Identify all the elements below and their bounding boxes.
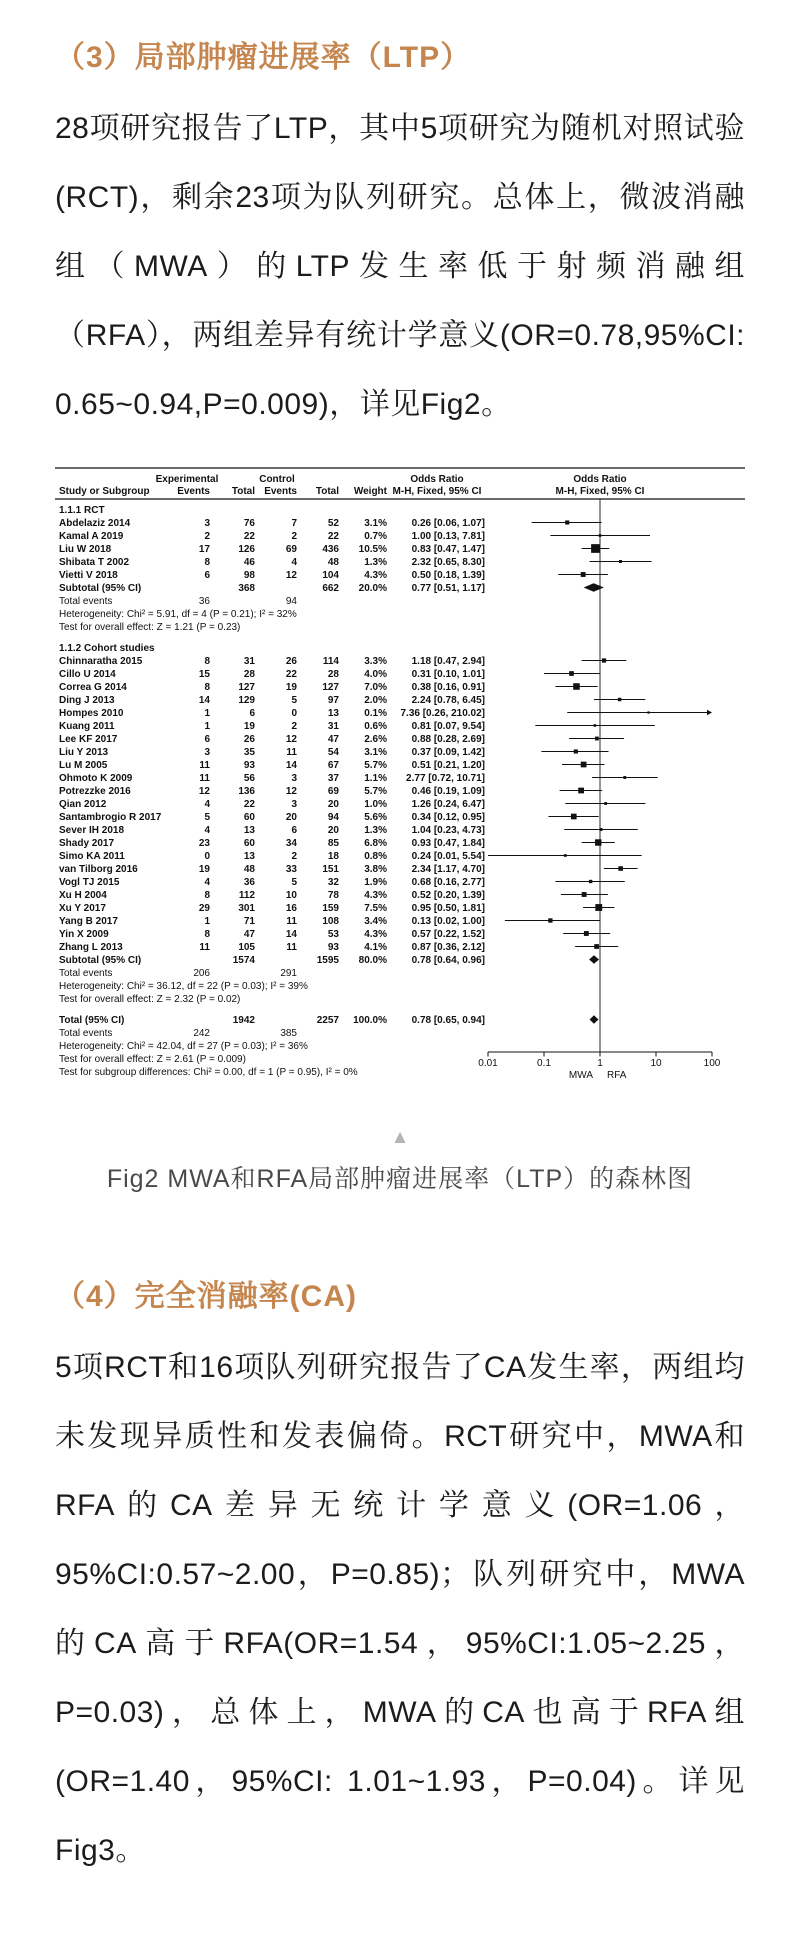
svg-text:17: 17 [198, 544, 210, 555]
svg-text:56: 56 [243, 773, 255, 784]
svg-text:12: 12 [285, 570, 297, 581]
svg-text:11: 11 [286, 916, 297, 927]
svg-text:14: 14 [198, 695, 210, 706]
svg-text:Events: Events [264, 486, 297, 497]
svg-text:Lu M 2005: Lu M 2005 [59, 760, 108, 771]
svg-text:Events: Events [177, 486, 210, 497]
svg-text:78: 78 [327, 890, 339, 901]
svg-text:13: 13 [243, 825, 255, 836]
svg-text:Shibata T 2002: Shibata T 2002 [59, 557, 130, 568]
svg-text:3: 3 [204, 747, 210, 758]
svg-text:0.13 [0.02, 1.00]: 0.13 [0.02, 1.00] [411, 916, 485, 927]
svg-text:3.1%: 3.1% [364, 747, 387, 758]
svg-text:46: 46 [243, 557, 255, 568]
svg-text:1.1.2 Cohort studies: 1.1.2 Cohort studies [59, 643, 155, 654]
svg-text:1: 1 [597, 1058, 603, 1069]
svg-text:13: 13 [243, 851, 255, 862]
svg-text:1.00 [0.13, 7.81]: 1.00 [0.13, 7.81] [411, 531, 485, 542]
svg-text:10: 10 [650, 1058, 662, 1069]
svg-text:0.57 [0.22, 1.52]: 0.57 [0.22, 1.52] [411, 929, 485, 940]
svg-text:Control: Control [259, 474, 295, 485]
svg-text:0: 0 [204, 851, 210, 862]
svg-text:1.3%: 1.3% [364, 557, 387, 568]
svg-text:Heterogeneity: Chi² = 42.04, d: Heterogeneity: Chi² = 42.04, df = 27 (P = 0.03); I² = 36% [59, 1041, 308, 1052]
svg-text:M-H, Fixed, 95% CI: M-H, Fixed, 95% CI [555, 486, 645, 497]
svg-text:Simo KA 2011: Simo KA 2011 [59, 851, 125, 862]
svg-text:112: 112 [238, 890, 255, 901]
svg-text:20.0%: 20.0% [358, 583, 387, 594]
svg-text:4: 4 [204, 877, 210, 888]
svg-text:2.32 [0.65, 8.30]: 2.32 [0.65, 8.30] [411, 557, 485, 568]
svg-text:4.1%: 4.1% [364, 942, 387, 953]
svg-text:1: 1 [204, 708, 210, 719]
svg-text:4.0%: 4.0% [364, 669, 387, 680]
svg-text:93: 93 [243, 760, 255, 771]
svg-text:Xu H 2004: Xu H 2004 [59, 890, 107, 901]
svg-text:Hompes 2010: Hompes 2010 [59, 708, 124, 719]
svg-text:3.1%: 3.1% [364, 518, 387, 529]
svg-text:0.26 [0.06, 1.07]: 0.26 [0.06, 1.07] [411, 518, 485, 529]
svg-text:10.5%: 10.5% [358, 544, 387, 555]
svg-text:M-H, Fixed, 95% CI: M-H, Fixed, 95% CI [392, 486, 482, 497]
svg-text:4.3%: 4.3% [364, 929, 387, 940]
svg-text:Zhang L 2013: Zhang L 2013 [59, 942, 123, 953]
svg-text:80.0%: 80.0% [358, 955, 387, 966]
svg-text:Heterogeneity: Chi² = 5.91, df: Heterogeneity: Chi² = 5.91, df = 4 (P = 0.21); I² = 32% [59, 609, 297, 620]
svg-text:151: 151 [322, 864, 339, 875]
svg-text:662: 662 [322, 583, 339, 594]
svg-text:22: 22 [327, 531, 339, 542]
collapse-triangle-icon: ▲ [390, 1127, 410, 1148]
svg-text:Heterogeneity: Chi² = 36.12, d: Heterogeneity: Chi² = 36.12, df = 22 (P = 0.03); I² = 39% [59, 981, 308, 992]
svg-text:8: 8 [204, 557, 210, 568]
svg-text:0.34 [0.12, 0.95]: 0.34 [0.12, 0.95] [411, 812, 485, 823]
svg-text:0.31 [0.10, 1.01]: 0.31 [0.10, 1.01] [411, 669, 485, 680]
section-3-paragraph: 28项研究报告了LTP，其中5项研究为随机对照试验(RCT)，剩余23项为队列研究。总体上，微波消融组（MWA）的LTP发生率低于射频消融组（RFA），两组差异有统计学意义(OR=0.78,95%CI: 0.65~0.94,P=0.009)，详见Fig2。 [55, 112, 745, 421]
svg-text:Total events: Total events [59, 1028, 113, 1039]
svg-text:0.68 [0.16, 2.77]: 0.68 [0.16, 2.77] [411, 877, 485, 888]
svg-text:20: 20 [327, 799, 339, 810]
svg-text:4: 4 [204, 799, 210, 810]
svg-text:20: 20 [327, 825, 339, 836]
svg-text:1.1.1 RCT: 1.1.1 RCT [59, 505, 105, 516]
svg-text:11: 11 [286, 942, 297, 953]
svg-text:1942: 1942 [232, 1015, 255, 1026]
svg-text:Odds Ratio: Odds Ratio [410, 474, 464, 485]
svg-text:100.0%: 100.0% [353, 1015, 387, 1026]
svg-text:22: 22 [243, 531, 255, 542]
svg-text:1574: 1574 [232, 955, 255, 966]
svg-text:Vogl TJ 2015: Vogl TJ 2015 [59, 877, 120, 888]
svg-text:94: 94 [285, 596, 297, 607]
svg-text:436: 436 [322, 544, 339, 555]
svg-text:van Tilborg 2016: van Tilborg 2016 [59, 864, 138, 875]
svg-text:5: 5 [204, 812, 210, 823]
svg-text:36: 36 [243, 877, 255, 888]
svg-text:100: 100 [703, 1058, 721, 1069]
svg-text:114: 114 [322, 656, 339, 667]
svg-text:Chinnaratha 2015: Chinnaratha 2015 [59, 656, 143, 667]
svg-text:14: 14 [285, 760, 297, 771]
svg-text:47: 47 [243, 929, 255, 940]
svg-text:Potrezzke 2016: Potrezzke 2016 [59, 786, 131, 797]
svg-text:0.51 [0.21, 1.20]: 0.51 [0.21, 1.20] [411, 760, 485, 771]
svg-text:31: 31 [243, 656, 255, 667]
svg-text:Test for overall effect: Z = 2: Test for overall effect: Z = 2.61 (P = 0.009) [59, 1054, 246, 1065]
svg-text:Subtotal (95% CI): Subtotal (95% CI) [59, 955, 142, 966]
svg-text:Sever IH 2018: Sever IH 2018 [59, 825, 125, 836]
svg-text:Abdelaziz 2014: Abdelaziz 2014 [59, 518, 131, 529]
svg-text:23: 23 [198, 838, 210, 849]
svg-text:1.26 [0.24, 6.47]: 1.26 [0.24, 6.47] [411, 799, 485, 810]
svg-text:26: 26 [243, 734, 255, 745]
section-4-heading: （4）完全消融率(CA) [55, 1280, 357, 1313]
svg-text:97: 97 [327, 695, 339, 706]
svg-text:54: 54 [327, 747, 339, 758]
svg-text:6.8%: 6.8% [364, 838, 387, 849]
svg-text:22: 22 [285, 669, 297, 680]
svg-text:12: 12 [285, 734, 297, 745]
svg-text:127: 127 [238, 682, 255, 693]
svg-text:11: 11 [199, 760, 210, 771]
svg-text:Total: Total [231, 486, 255, 497]
svg-text:37: 37 [327, 773, 339, 784]
svg-text:4.3%: 4.3% [364, 890, 387, 901]
svg-text:Test for overall effect: Z = 2: Test for overall effect: Z = 2.32 (P = 0.02) [59, 994, 241, 1005]
svg-text:Liu W 2018: Liu W 2018 [59, 544, 112, 555]
svg-text:8: 8 [204, 682, 210, 693]
forest-plot-canvas [55, 465, 745, 1087]
svg-text:2: 2 [204, 531, 210, 542]
svg-text:2.34 [1.17, 4.70]: 2.34 [1.17, 4.70] [411, 864, 485, 875]
svg-text:0.87 [0.36, 2.12]: 0.87 [0.36, 2.12] [411, 942, 485, 953]
svg-text:126: 126 [238, 544, 255, 555]
svg-text:18: 18 [327, 851, 339, 862]
svg-text:MWA: MWA [568, 1070, 593, 1081]
svg-text:6: 6 [291, 825, 297, 836]
svg-text:3: 3 [204, 518, 210, 529]
svg-text:52: 52 [327, 518, 339, 529]
svg-text:0.24 [0.01, 5.54]: 0.24 [0.01, 5.54] [411, 851, 485, 862]
svg-text:105: 105 [238, 942, 255, 953]
svg-text:26: 26 [285, 656, 297, 667]
svg-text:2: 2 [291, 721, 297, 732]
svg-text:Kuang 2011: Kuang 2011 [59, 721, 115, 732]
svg-text:7: 7 [291, 518, 297, 529]
svg-text:3: 3 [291, 799, 297, 810]
svg-text:2.0%: 2.0% [364, 695, 387, 706]
svg-text:5: 5 [291, 877, 297, 888]
svg-text:7.36 [0.26, 210.02]: 7.36 [0.26, 210.02] [400, 708, 485, 719]
svg-text:85: 85 [327, 838, 339, 849]
svg-text:12: 12 [285, 786, 297, 797]
svg-text:6: 6 [204, 570, 210, 581]
svg-text:15: 15 [198, 669, 210, 680]
svg-text:12: 12 [198, 786, 210, 797]
svg-text:48: 48 [327, 557, 339, 568]
svg-text:Yang B 2017: Yang B 2017 [59, 916, 118, 927]
svg-text:1.04 [0.23, 4.73]: 1.04 [0.23, 4.73] [411, 825, 485, 836]
svg-text:48: 48 [243, 864, 255, 875]
section-3-heading: （3）局部肿瘤进展率（LTP） [55, 41, 472, 74]
svg-text:0.52 [0.20, 1.39]: 0.52 [0.20, 1.39] [411, 890, 485, 901]
svg-text:Total (95% CI): Total (95% CI) [59, 1015, 125, 1026]
svg-text:Correa G 2014: Correa G 2014 [59, 682, 127, 693]
svg-text:Subtotal (95% CI): Subtotal (95% CI) [59, 583, 142, 594]
svg-text:19: 19 [285, 682, 297, 693]
figure-caption-block [55, 1127, 745, 1197]
svg-text:1.0%: 1.0% [364, 799, 387, 810]
svg-text:Santambrogio R 2017: Santambrogio R 2017 [59, 812, 162, 823]
svg-text:3.4%: 3.4% [364, 916, 387, 927]
svg-text:5.7%: 5.7% [364, 760, 387, 771]
svg-text:2: 2 [291, 531, 297, 542]
svg-text:Kamal A 2019: Kamal A 2019 [59, 531, 124, 542]
svg-text:8: 8 [204, 929, 210, 940]
svg-text:16: 16 [285, 903, 297, 914]
svg-text:242: 242 [193, 1028, 210, 1039]
svg-text:28: 28 [327, 669, 339, 680]
svg-text:71: 71 [243, 916, 255, 927]
svg-text:36: 36 [198, 596, 210, 607]
svg-text:Test for subgroup differences:: Test for subgroup differences: Chi² = 0.00, df = 1 (P = 0.95), I² = 0% [59, 1067, 358, 1078]
svg-text:0.78 [0.64, 0.96]: 0.78 [0.64, 0.96] [411, 955, 485, 966]
svg-text:368: 368 [238, 583, 255, 594]
svg-text:Weight: Weight [353, 486, 387, 497]
svg-text:0.83 [0.47, 1.47]: 0.83 [0.47, 1.47] [411, 544, 485, 555]
svg-text:Test for overall effect: Z = 1: Test for overall effect: Z = 1.21 (P = 0.23) [59, 622, 241, 633]
svg-text:10: 10 [285, 890, 297, 901]
svg-text:14: 14 [285, 929, 297, 940]
svg-text:Qian 2012: Qian 2012 [59, 799, 107, 810]
svg-text:Odds Ratio: Odds Ratio [573, 474, 627, 485]
svg-text:28: 28 [243, 669, 255, 680]
svg-text:1: 1 [204, 916, 210, 927]
svg-text:5: 5 [291, 695, 297, 706]
svg-text:32: 32 [327, 877, 339, 888]
svg-text:20: 20 [285, 812, 297, 823]
svg-text:Lee KF 2017: Lee KF 2017 [59, 734, 118, 745]
svg-text:7.0%: 7.0% [364, 682, 387, 693]
svg-text:Cillo U 2014: Cillo U 2014 [59, 669, 116, 680]
svg-text:98: 98 [243, 570, 255, 581]
svg-text:Xu Y 2017: Xu Y 2017 [59, 903, 106, 914]
svg-text:2.77 [0.72, 10.71]: 2.77 [0.72, 10.71] [406, 773, 485, 784]
svg-text:11: 11 [286, 747, 297, 758]
svg-text:6: 6 [204, 734, 210, 745]
svg-text:3: 3 [291, 773, 297, 784]
svg-text:0.77 [0.51, 1.17]: 0.77 [0.51, 1.17] [411, 583, 485, 594]
svg-text:6: 6 [249, 708, 255, 719]
svg-text:1: 1 [204, 721, 210, 732]
svg-text:0.6%: 0.6% [364, 721, 387, 732]
svg-text:0.37 [0.09, 1.42]: 0.37 [0.09, 1.42] [411, 747, 485, 758]
svg-text:69: 69 [285, 544, 297, 555]
svg-text:0.38 [0.16, 0.91]: 0.38 [0.16, 0.91] [411, 682, 485, 693]
svg-text:4.3%: 4.3% [364, 570, 387, 581]
svg-text:129: 129 [238, 695, 255, 706]
svg-text:Ding J 2013: Ding J 2013 [59, 695, 115, 706]
svg-text:31: 31 [327, 721, 339, 732]
svg-text:206: 206 [193, 968, 210, 979]
svg-text:94: 94 [327, 812, 339, 823]
svg-text:0.88 [0.28, 2.69]: 0.88 [0.28, 2.69] [411, 734, 485, 745]
svg-text:11: 11 [199, 773, 210, 784]
svg-text:Total events: Total events [59, 968, 113, 979]
svg-text:127: 127 [322, 682, 339, 693]
svg-text:2: 2 [291, 851, 297, 862]
svg-text:Liu Y 2013: Liu Y 2013 [59, 747, 109, 758]
svg-text:0.1: 0.1 [537, 1058, 551, 1069]
svg-text:5.6%: 5.6% [364, 812, 387, 823]
svg-text:0.95 [0.50, 1.81]: 0.95 [0.50, 1.81] [411, 903, 485, 914]
svg-text:47: 47 [327, 734, 339, 745]
svg-text:2257: 2257 [316, 1015, 339, 1026]
svg-text:Shady 2017: Shady 2017 [59, 838, 115, 849]
svg-text:Total: Total [315, 486, 339, 497]
svg-text:76: 76 [243, 518, 255, 529]
svg-text:Experimental: Experimental [155, 474, 219, 485]
svg-text:0.50 [0.18, 1.39]: 0.50 [0.18, 1.39] [411, 570, 485, 581]
svg-text:136: 136 [238, 786, 255, 797]
svg-text:11: 11 [199, 942, 210, 953]
svg-text:Ohmoto K 2009: Ohmoto K 2009 [59, 773, 133, 784]
svg-text:108: 108 [322, 916, 339, 927]
svg-text:0.46 [0.19, 1.09]: 0.46 [0.19, 1.09] [411, 786, 485, 797]
svg-text:53: 53 [327, 929, 339, 940]
svg-text:Vietti V 2018: Vietti V 2018 [59, 570, 118, 581]
svg-text:29: 29 [198, 903, 210, 914]
section-4-paragraph: 5项RCT和16项队列研究报告了CA发生率，两组均未发现异质性和发表偏倚。RCT研究中，MWA和RFA的CA差异无统计学意义(OR=1.06，95%CI:0.57~2.00，P=0.85)；队列研究中，MWA的CA高于RFA(OR=1.54，95%CI:1.05~2.25，P=0.03)，总体上，MWA的CA也高于RFA组(OR=1.40，95%CI: 1.01~1.93，P=0.04)。详见Fig3。 [55, 1351, 745, 1867]
svg-text:0.8%: 0.8% [364, 851, 387, 862]
svg-text:301: 301 [238, 903, 255, 914]
svg-text:Study or Subgroup: Study or Subgroup [59, 486, 150, 497]
fig2-forest-plot [55, 465, 745, 1087]
svg-text:1.9%: 1.9% [364, 877, 387, 888]
svg-text:0.93 [0.47, 1.84]: 0.93 [0.47, 1.84] [411, 838, 485, 849]
svg-text:69: 69 [327, 786, 339, 797]
svg-text:7.5%: 7.5% [364, 903, 387, 914]
svg-text:159: 159 [322, 903, 339, 914]
svg-text:2.24 [0.78, 6.45]: 2.24 [0.78, 6.45] [411, 695, 485, 706]
svg-text:34: 34 [285, 838, 297, 849]
svg-text:2.6%: 2.6% [364, 734, 387, 745]
svg-text:Yin X 2009: Yin X 2009 [59, 929, 109, 940]
svg-text:67: 67 [327, 760, 339, 771]
svg-text:0.01: 0.01 [478, 1058, 498, 1069]
svg-text:33: 33 [285, 864, 297, 875]
svg-text:35: 35 [243, 747, 255, 758]
svg-text:13: 13 [327, 708, 339, 719]
svg-text:1.3%: 1.3% [364, 825, 387, 836]
svg-text:4: 4 [291, 557, 297, 568]
svg-text:0: 0 [291, 708, 297, 719]
svg-text:0.7%: 0.7% [364, 531, 387, 542]
svg-text:1595: 1595 [316, 955, 339, 966]
svg-text:385: 385 [280, 1028, 297, 1039]
svg-text:0.81 [0.07, 9.54]: 0.81 [0.07, 9.54] [411, 721, 485, 732]
svg-text:1.18 [0.47, 2.94]: 1.18 [0.47, 2.94] [411, 656, 485, 667]
svg-text:19: 19 [198, 864, 210, 875]
svg-text:Total events: Total events [59, 596, 113, 607]
svg-text:RFA: RFA [607, 1070, 627, 1081]
svg-text:0.1%: 0.1% [364, 708, 387, 719]
svg-text:1.1%: 1.1% [364, 773, 387, 784]
svg-text:3.8%: 3.8% [364, 864, 387, 875]
svg-text:104: 104 [322, 570, 339, 581]
svg-text:5.7%: 5.7% [364, 786, 387, 797]
svg-text:8: 8 [204, 656, 210, 667]
svg-text:22: 22 [243, 799, 255, 810]
svg-text:291: 291 [280, 968, 297, 979]
fig2-caption: Fig2 MWA和RFA局部肿瘤进展率（LTP）的森林图 [106, 1165, 694, 1193]
svg-text:3.3%: 3.3% [364, 656, 387, 667]
svg-text:0.78 [0.65, 0.94]: 0.78 [0.65, 0.94] [411, 1015, 485, 1026]
svg-text:8: 8 [204, 890, 210, 901]
svg-text:60: 60 [243, 838, 255, 849]
svg-text:4: 4 [204, 825, 210, 836]
svg-text:93: 93 [327, 942, 339, 953]
svg-text:19: 19 [243, 721, 255, 732]
svg-text:60: 60 [243, 812, 255, 823]
